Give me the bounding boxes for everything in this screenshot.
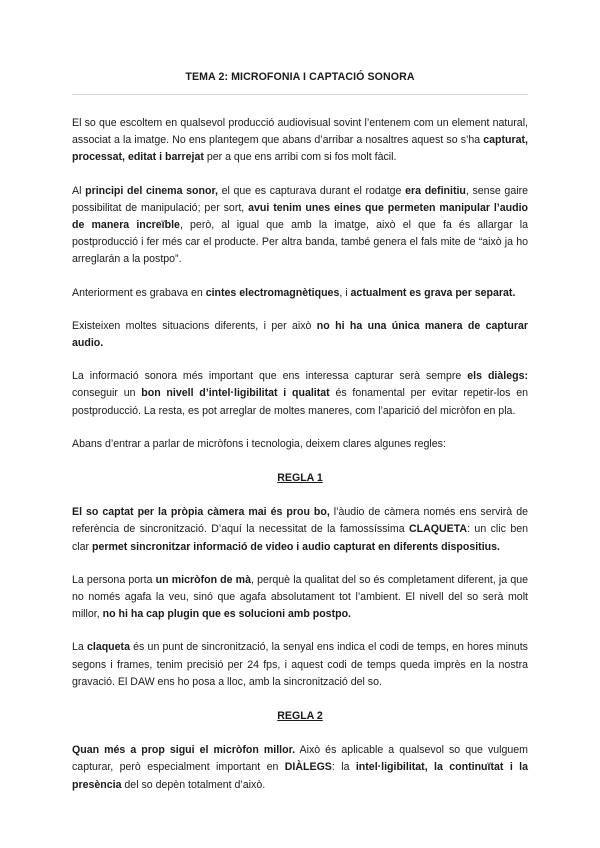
bold-text: capturat, processat, editat i barrejat xyxy=(72,134,528,164)
text-run: : la xyxy=(331,761,356,774)
bold-text: un micròfon de mà xyxy=(155,573,251,586)
paragraph-recording-media xyxy=(72,285,528,302)
bold-text: actualment es grava per separat. xyxy=(350,286,516,299)
text-run: , perquè la qualitat del so és completament diferent, ja que no només agafa la veu, sinó que agafa absolutament tot l’ambient. El nivell del so serà molt millor, xyxy=(72,573,528,621)
paragraph-rules-intro xyxy=(72,436,528,453)
bold-text: avui tenim unes eines que permeten manipular l’audio de manera increïble xyxy=(72,201,528,232)
bold-text: bon nivell d’intel·ligibilitat i qualitat xyxy=(141,387,330,400)
title-divider xyxy=(72,94,528,95)
paragraph-early-sound-cinema xyxy=(72,183,528,269)
text-run: , però, al igual que amb la imatge, això el que fa és allargar la postproducció i fer més car el producte. Per altra banda, també genera el fals mite de “això ja ho arreglarán a la postpo”. xyxy=(72,219,528,266)
document-title: TEMA 2: MICROFONIA I CAPTACIÓ SONORA xyxy=(185,71,415,83)
bold-text: no hi ha cap plugin que es solucioni amb postpo. xyxy=(102,608,351,621)
rule-1-heading: REGLA 1 xyxy=(277,472,323,485)
paragraph-intro xyxy=(72,115,528,167)
text-run: El so que escoltem en qualsevol producció audiovisual sovint l’entenem com un element natural, associat a la imatge. No ens plantegem que abans d’arribar a nosaltres aquest so s’ha xyxy=(72,117,528,147)
bold-text: principi del cinema sonor, xyxy=(85,184,218,197)
bold-text: cintes electromagnètiques xyxy=(205,286,340,299)
text-run: és fonamental per evitar repetir-los en postproducció. La resta, es pot arreglar de moltes maneres, com l’aparició del micròfon en pla. xyxy=(72,387,528,417)
bold-text: El so captat per la pròpia càmera mai és prou bo, xyxy=(72,506,330,519)
text-run: del so depèn totalment d’això. xyxy=(121,778,266,791)
text-run: Abans d’entrar a parlar de micròfons i tecnologia, deixem clares algunes regles: xyxy=(72,437,446,450)
text-run: : un clic ben clar xyxy=(72,523,528,553)
bold-text: Quan més a prop sigui el micròfon millor. xyxy=(72,744,296,757)
text-run: Existeixen moltes situacions diferents, i per això xyxy=(72,319,317,332)
bold-text: permet sincronitzar informació de video i audio capturat en diferents dispositius. xyxy=(92,540,500,553)
text-run: Al xyxy=(72,184,86,197)
text-run: l’àudio de càmera només ens servirà de referència de sincronització. D’aquí la necessitat de la famossíssima xyxy=(72,506,528,536)
bold-text: no hi ha una única manera de capturar audio. xyxy=(72,319,528,350)
rule-2-heading: REGLA 2 xyxy=(277,710,323,723)
text-run: , i xyxy=(339,286,351,299)
text-run: és un punt de sincronització, la senyal ens indica el codi de temps, en hores minuts segons i frames, tenim precisió per 24 fps, i aquest codi de temps queda imprès en la nostra gravació. El DAW ens ho posa a lloc, amb la sincronització del so. xyxy=(72,641,528,688)
document-body xyxy=(72,115,528,811)
paragraph-situations xyxy=(72,318,528,352)
bold-text: claqueta xyxy=(86,641,130,654)
bold-text: CLAQUETA xyxy=(409,523,468,536)
paragraph-camera-sound xyxy=(72,504,528,556)
bold-text: DIÀLEGS xyxy=(284,761,332,774)
bold-text: intel·ligibilitat, la continuïtat i la presència xyxy=(72,761,528,791)
text-run: Això és aplicable a qualsevol so que vulguem capturar, però especialment important en xyxy=(72,744,528,774)
text-run: Anteriorment es grabava en xyxy=(72,286,206,299)
text-run: La xyxy=(72,641,87,654)
text-run: conseguir un xyxy=(72,387,142,400)
text-run: La informació sonora més important que ens interessa capturar serà sempre xyxy=(72,370,468,383)
text-run: el que es capturava durant el rodatge xyxy=(217,184,406,197)
text-run: La persona porta xyxy=(72,573,156,586)
bold-text: era definitiu xyxy=(405,184,466,197)
paragraph-handheld-mic xyxy=(72,572,528,624)
paragraph-dialogues xyxy=(72,368,528,420)
bold-text: els diàlegs: xyxy=(467,370,528,383)
text-run: per a que ens arribi com si fos molt fàcil. xyxy=(203,151,397,164)
paragraph-mic-proximity xyxy=(72,742,528,794)
text-run: , sense gaire possibilitat de manipulació; per sort, xyxy=(72,184,528,214)
paragraph-clapperboard xyxy=(72,639,528,691)
